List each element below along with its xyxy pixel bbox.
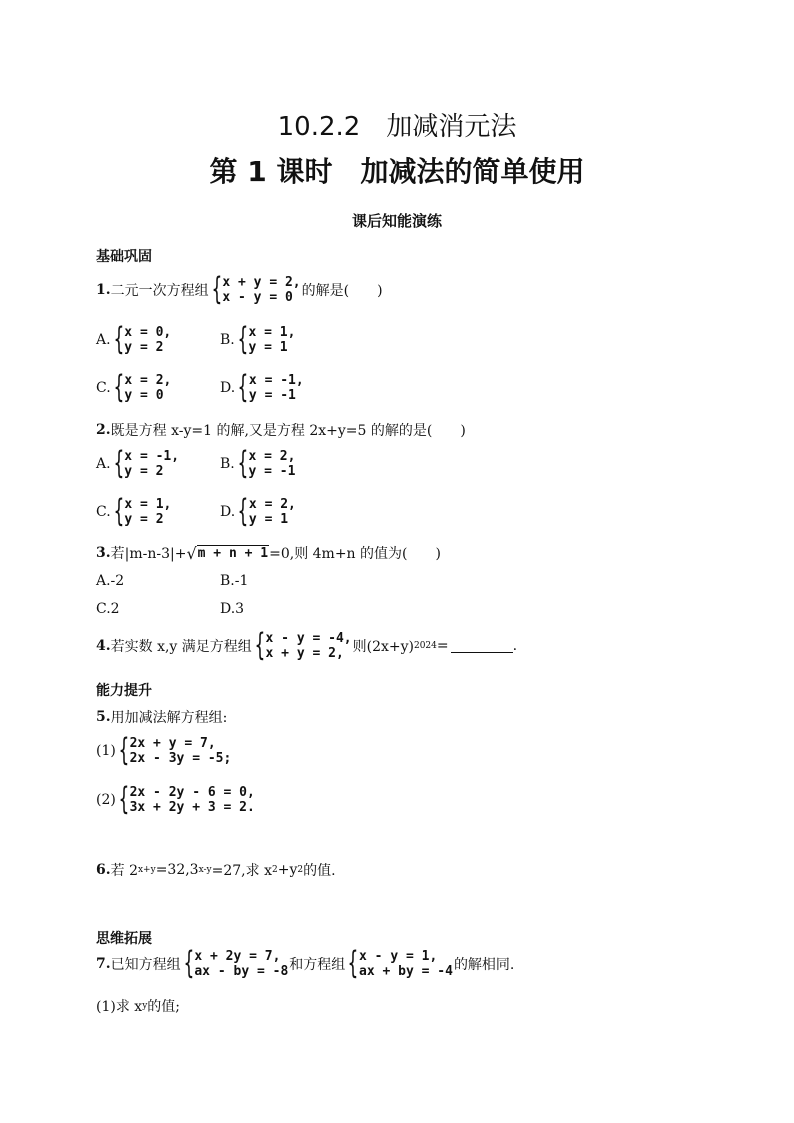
lesson-number-title: 10.2.2 加减消元法 [277,112,517,142]
equation: x - y = 1, [359,948,438,964]
option-a: A.-2 [96,573,125,589]
option-b: B.-1 [220,573,249,589]
option-label: B. [220,455,235,472]
exponent: 2 [271,865,278,875]
equation-system: { x + 2y = 7, ax - by = -8 [183,945,289,981]
option-a: A. { x = 0, y = 2 [96,321,172,357]
question-text: 则(2x+y) [352,638,414,655]
question-text: (1)求 x [96,999,143,1015]
exponent: x+y [137,865,156,875]
equation: x = 1, [248,324,296,340]
equation: y = -1 [248,387,296,403]
option-c: C.2 [96,601,120,617]
question-number: 7. [96,955,111,972]
option-label: C. [96,379,111,396]
question-number: 5. [96,709,111,725]
equation: y = 0 [124,387,164,403]
question-6 [96,860,336,880]
question-text: =27,求 x [211,863,272,879]
question-2 [96,420,466,440]
option-b: B. { x = 1, y = 1 [220,321,296,357]
option-c: C. { x = 2, y = 0 [96,369,172,405]
sqrt-expression: m + n + 1 [197,546,269,561]
question-text: 的解是( ) [301,282,383,299]
option-label: B. [220,331,235,348]
exercise-subtitle: 课后知能演练 [351,212,442,230]
option-label: C. [96,503,111,520]
question-text: 和方程组 [289,956,346,973]
question-text: 若实数 x,y 满足方程组 [110,638,252,655]
question-text: =32,3 [155,862,199,878]
question-number: 1. [96,281,111,298]
question-text: 既是方程 x-y=1 的解,又是方程 2x+y=5 的解的是( ) [110,423,466,439]
lesson-title: 第 1 课时 加减法的简单使用 [209,155,585,188]
equation: 2x + y = 7, [129,735,216,751]
equation: ax + by = -4 [359,963,453,979]
section-basic: 基础巩固 [96,249,152,265]
question-text: 的值. [303,863,336,879]
option-label: D. [220,379,236,396]
equation: ax - by = -8 [194,963,289,979]
equation: x = 2, [248,448,296,464]
exponent: 2024 [413,640,437,651]
equation-system: { x + y = 2, x - y = 0 [211,271,301,307]
equation: x - y = -4, [265,630,352,646]
equation: y = -1 [248,463,296,479]
question-7 [96,945,515,981]
equation: x - y = 0 [222,289,293,305]
section-ability: 能力提升 [96,683,152,699]
question-text: 二元一次方程组 [110,282,209,299]
exponent: y [142,1001,148,1011]
question-text: 已知方程组 [110,956,181,973]
question-number: 6. [96,862,111,878]
equation: x = -1, [248,372,304,388]
option-label: D. [220,503,236,520]
equation: 2x - 3y = -5; [129,750,232,766]
equation: y = 2 [124,511,164,527]
equation-system: { x - y = -4, x + y = 2, [254,627,352,663]
equation: x = 2, [124,372,172,388]
answer-blank[interactable] [451,638,513,653]
equation: 3x + 2y + 3 = 2. [129,799,255,815]
subquestion-label: (2) [96,791,116,808]
exponent: 2 [297,865,304,875]
subquestion-label: (1) [96,742,116,759]
option-a: A. { x = -1, y = 2 [96,445,180,481]
option-label: A. [96,331,111,348]
option-label: A. [96,455,111,472]
subquestion-1: (1) { 2x + y = 7, 2x - 3y = -5; [96,732,232,768]
equation: 2x - 2y - 6 = 0, [129,784,255,800]
option-d: D.3 [220,601,245,617]
question-number: 4. [96,637,111,654]
equation: y = 1 [248,339,288,355]
question-text: . [512,637,518,654]
option-d: D. { x = -1, y = -1 [220,369,304,405]
question-text: =0,则 4m+n 的值为( ) [269,546,441,562]
equation: x + y = 2, [222,274,301,290]
question-number: 2. [96,422,111,438]
question-text: +y [277,862,298,878]
section-thinking: 思维拓展 [96,931,152,947]
question-1 [96,271,383,307]
equation: y = 2 [124,463,164,479]
equation: x + y = 2, [265,645,344,661]
question-text: 的值; [147,999,180,1015]
equation: x = 2, [248,496,296,512]
question-text: = [436,637,449,654]
subquestion-2: (2) { 2x - 2y - 6 = 0, 3x + 2y + 3 = 2. [96,781,255,817]
exponent: x-y [198,865,212,875]
question-text: 的解相同. [453,956,515,973]
equation: y = 2 [124,339,164,355]
question-text: 若|m-n-3|+ [110,546,187,562]
equation: y = 1 [248,511,289,527]
option-c: C. { x = 1, y = 2 [96,493,172,529]
question-5 [96,707,227,727]
question-3: 3. 若|m-n-3|+ √ m + n + 1 =0,则 4m+n 的值为( ) [96,543,441,563]
question-number: 3. [96,545,111,561]
option-b: B. { x = 2, y = -1 [220,445,296,481]
option-d: D. { x = 2, y = 1 [220,493,296,529]
equation-system: { x - y = 1, ax + by = -4 [347,945,453,981]
equation: x + 2y = 7, [194,948,281,964]
subquestion-1 [96,996,180,1016]
question-4 [96,627,518,663]
question-text: 用加减法解方程组: [110,710,228,726]
question-text: 若 2 [110,863,138,879]
equation: x = 1, [124,496,172,512]
equation: x = 0, [124,324,172,340]
equation: x = -1, [124,448,180,464]
